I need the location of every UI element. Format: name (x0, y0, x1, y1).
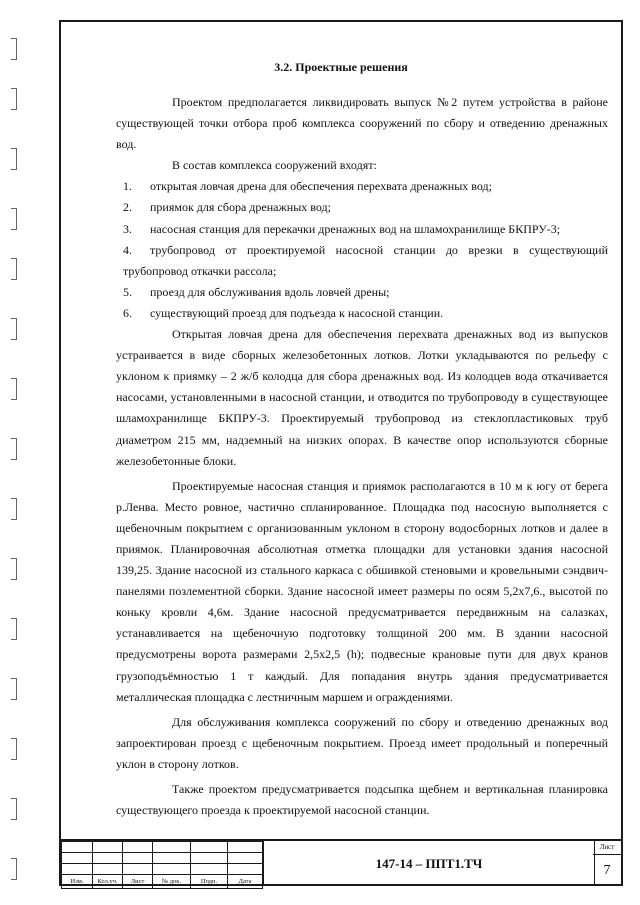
list-item (116, 197, 608, 218)
list-item (116, 176, 608, 197)
list-number: 3. (123, 221, 132, 236)
binding-mark (6, 738, 17, 760)
binding-mark (6, 148, 17, 170)
binding-mark (6, 798, 17, 820)
binding-mark (6, 258, 17, 280)
binding-mark (6, 678, 17, 700)
revision-table (61, 841, 263, 889)
binding-mark (6, 618, 17, 640)
binding-mark (6, 498, 17, 520)
stamp-label-sheet: Лист (123, 875, 153, 889)
list-text: существующий проезд для подъезда к насосной станции. (150, 305, 444, 320)
document-sheet (59, 20, 623, 886)
list-item (116, 303, 608, 324)
stamp-label-doc-number: № док. (153, 875, 191, 889)
binding-mark (6, 558, 17, 580)
stamp-label-signature: Подп. (191, 875, 228, 889)
paragraph: Также проектом предусматривается подсыпка щебнем и вертикальная планировка существующего проезда к проектируемой насосной станции. (116, 782, 608, 818)
paragraph: Проектируемые насосная станция и приямок располагаются в 10 м к югу от берега р.Ленва. Место ровное, частично спланированное. Площадка под насосную выполняется с щебеночным покрытием с организованным уклоном в сторону водосборных лотков и далее в приямок. Планировочная абсолютная отметка площадки для установки здания насосной 139,25. Здание насосной из стального каркаса с обшивкой стеновыми и кровельными сэндвич-панелями позлементной сборки. Здание насосной имеет размеры по осям 5,2х7,6., высотой по коньку кровли 4,6м. Здание насосной предусматривается передвижным на салазках, устанавливается на щебеночную подготовку толщиной 200 мм. В здании насосной предусмотрены ворота размерами 2,5х2,5 (h); подвесные крановые пути для двух кранов грузоподъёмностью 1 т каждый. Для попадания внутрь здания предусматривается металлическая площадка с лестничным маршем и ограждениями. (116, 478, 608, 704)
document-code: 147-14 – ППТ1.ТЧ (262, 841, 595, 886)
list-text: открытая ловчая дрена для обеспечения перехвата дренажных вод; (150, 179, 492, 194)
list-number: 2. (123, 200, 132, 215)
section-heading: 3.2. Проектные решения (274, 60, 408, 74)
binding-mark (6, 38, 17, 60)
binding-mark (6, 858, 17, 880)
list-text: проезд для обслуживания вдоль ловчей дрены; (150, 284, 390, 299)
binding-mark (6, 438, 17, 460)
list-number: 1. (123, 179, 132, 194)
sheet-label: Лист (593, 841, 621, 855)
list-number: 5. (123, 284, 132, 299)
binding-mark (6, 208, 17, 230)
stamp-label-count: Кол.уч. (93, 875, 123, 889)
stamp-label-date: Дата (228, 875, 263, 889)
stamp-label-change: Изм. (62, 875, 93, 889)
list-number: 6. (123, 305, 132, 320)
list-item (116, 219, 608, 240)
list-item (116, 240, 608, 282)
binding-margin (0, 0, 30, 905)
binding-mark (6, 88, 17, 110)
list-text: приямок для сбора дренажных вод; (150, 200, 331, 215)
paragraph: Для обслуживания комплекса сооружений по сбору и отведению дренажных вод запроектирован проезд с щебеночным покрытием. Проезд имеет продольный и поперечный уклон в сторону лотков. (116, 714, 608, 771)
list-text: насосная станция для перекачки дренажных вод на шламохранилище БКПРУ-3; (150, 221, 561, 236)
paragraph: Открытая ловчая дрена для обеспечения перехвата дренажных вод из выпусков устраивается в виде сборных железобетонных лотков. Лотки укладываются по рельефу с уклоном к приямку – 2 ж/б колодца для сбора дренажных вод. Из колодцев вода откачивается насосами, установленными в насосной станции, и отводится по трубопроводу в существующее шламохранилище БКПРУ-3. Проектируемый трубопровод из стеклопластиковых труб диаметром 215 мм, надземный на низких опорах. В качестве опор используются сборные железобетонные блоки. (116, 327, 608, 468)
title-block (61, 839, 621, 886)
sheet-number: 7 (603, 863, 611, 878)
list-text: трубопровод от проектируемой насосной станции до врезки в существующий трубопровод откачки рассола; (123, 242, 608, 278)
list-item (116, 282, 608, 303)
list-number: 4. (123, 242, 132, 257)
document-body (116, 92, 608, 821)
binding-mark (6, 378, 17, 400)
paragraph: В состав комплекса сооружений входят: (172, 158, 377, 173)
paragraph: Проектом предполагается ликвидировать выпуск №2 путем устройства в районе существующей точки отбора проб комплекса сооружений по сбору и отведению дренажных вод. (116, 95, 608, 152)
binding-mark (6, 318, 17, 340)
